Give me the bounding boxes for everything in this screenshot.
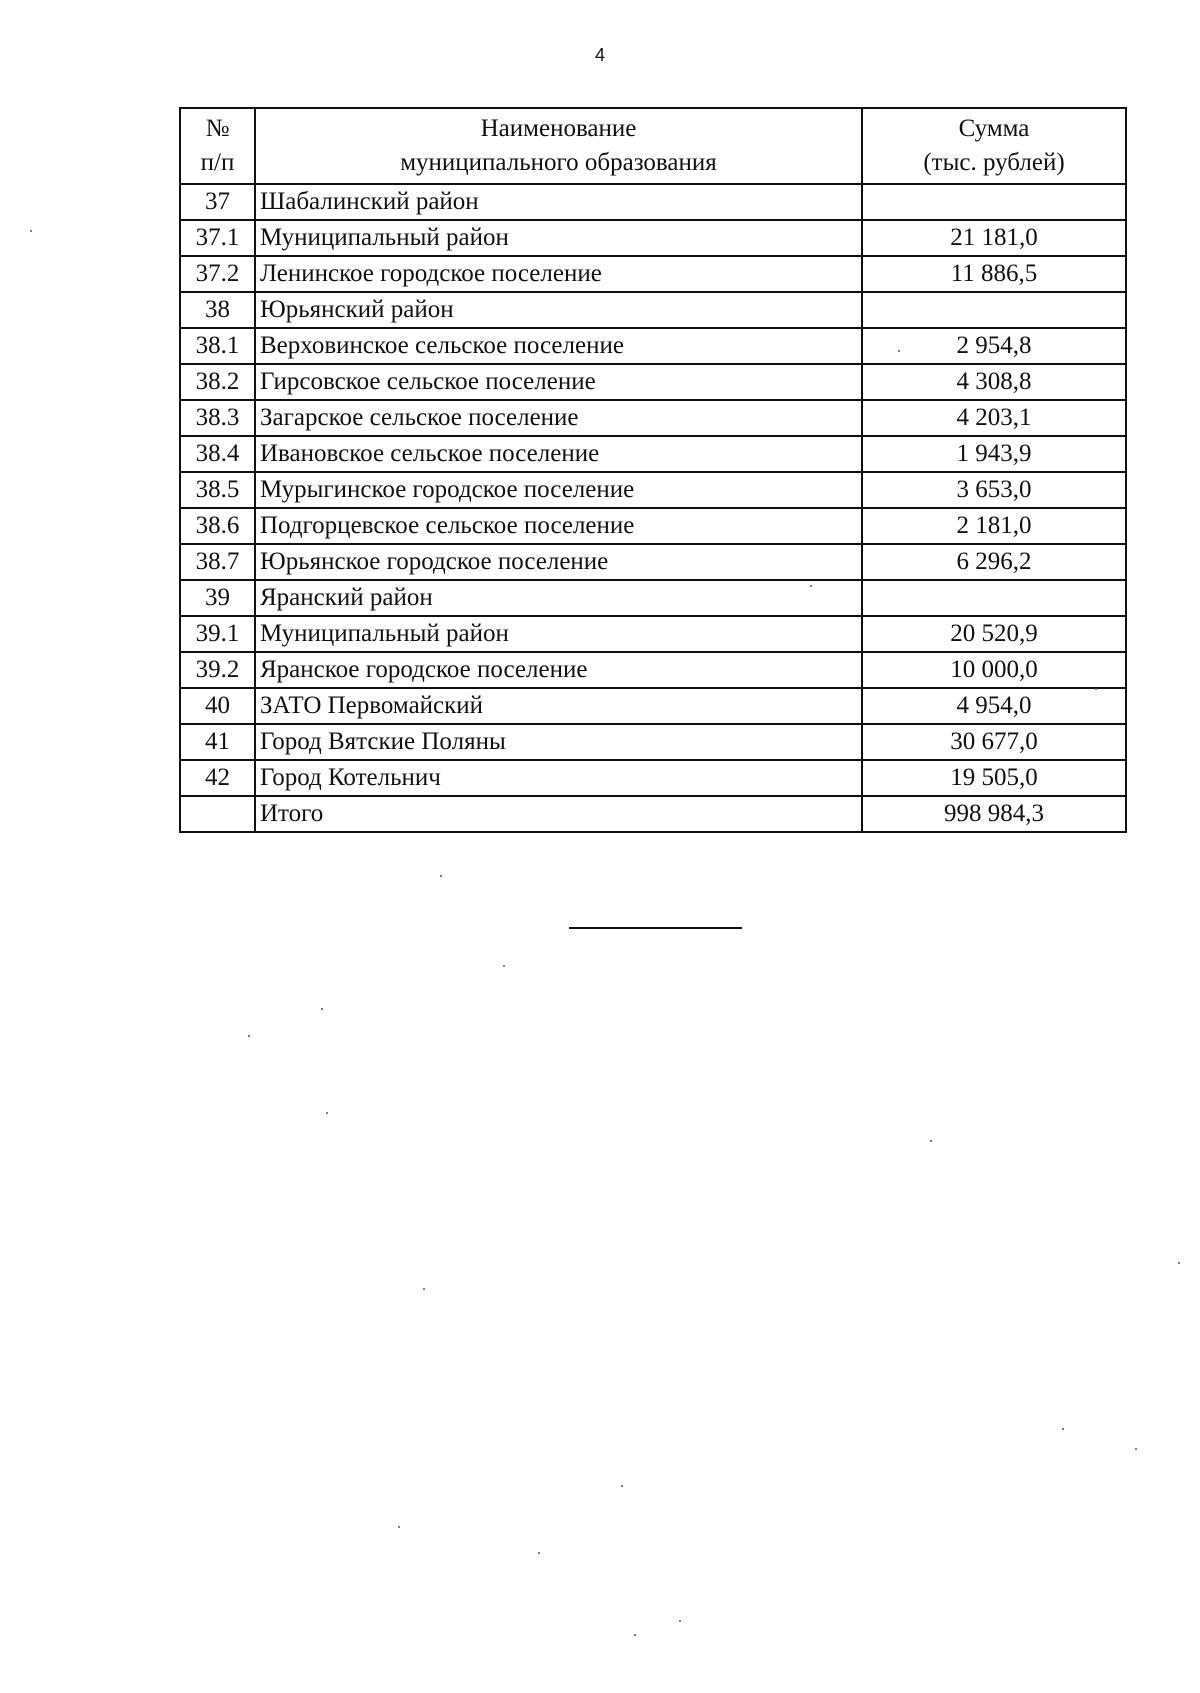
header-name-line1: Наименование [480,115,637,142]
table-row [180,328,1126,364]
row-name: Юрьянский район [255,292,862,328]
table-row [180,400,1126,436]
allocation-table [179,107,1127,833]
page-number: 4 [594,45,605,65]
scan-speck [398,1526,400,1528]
row-name: Город Котельнич [255,760,862,796]
scan-speck [321,1008,323,1010]
row-number: 41 [180,724,255,760]
row-sum: 1 943,9 [862,436,1126,472]
row-sum: 21 181,0 [862,220,1126,256]
row-number: 39 [180,580,255,616]
row-name: Загарское сельское поселение [255,400,862,436]
table-row [180,220,1126,256]
table-row [180,688,1126,724]
row-sum [862,184,1126,220]
row-sum: 30 677,0 [862,724,1126,760]
header-name [255,108,862,184]
row-name: Ивановское сельское поселение [255,436,862,472]
row-name: Верховинское сельское поселение [255,328,862,364]
scan-speck [1178,1262,1180,1264]
row-number: 38.3 [180,400,255,436]
row-name: Город Вятские Поляны [255,724,862,760]
scan-speck [930,1140,932,1142]
row-name: Юрьянское городское поселение [255,544,862,580]
total-sum: 998 984,3 [862,796,1126,832]
row-number: 38.2 [180,364,255,400]
table-row [180,184,1126,220]
total-row [180,796,1126,832]
table-row [180,616,1126,652]
row-sum: 11 886,5 [862,256,1126,292]
scan-speck [1062,1428,1064,1430]
header-row [180,108,1126,184]
header-sum-line2: (тыс. рублей) [923,149,1065,176]
row-number: 38.5 [180,472,255,508]
scan-speck [326,1112,328,1114]
row-name: Мурыгинское городское поселение [255,472,862,508]
row-sum: 2 181,0 [862,508,1126,544]
scan-speck [538,1552,540,1554]
row-name: Гирсовское сельское поселение [255,364,862,400]
row-number: 38.4 [180,436,255,472]
row-name: ЗАТО Первомайский [255,688,862,724]
row-name: Муниципальный район [255,616,862,652]
row-sum [862,292,1126,328]
row-number: 37 [180,184,255,220]
row-number: 37.1 [180,220,255,256]
table-header [180,108,1126,184]
scan-speck [503,965,505,967]
scan-speck [30,230,32,232]
row-number: 38 [180,292,255,328]
table-row [180,652,1126,688]
header-sum-line1: Сумма [958,115,1030,142]
row-sum: 2 954,8 [862,328,1126,364]
scan-speck [1135,1448,1137,1450]
row-number: 39.1 [180,616,255,652]
row-name: Ленинское городское поселение [255,256,862,292]
row-number: 42 [180,760,255,796]
scan-speck [810,585,812,587]
row-sum [862,580,1126,616]
row-number: 38.6 [180,508,255,544]
row-name: Шабалинский район [255,184,862,220]
row-number: 38.7 [180,544,255,580]
row-sum: 4 954,0 [862,688,1126,724]
scan-speck [679,1620,681,1622]
row-number: 39.2 [180,652,255,688]
total-label: Итого [255,796,862,832]
row-number: 37.2 [180,256,255,292]
table-row [180,364,1126,400]
table-row [180,256,1126,292]
header-number-line1: № [205,115,230,142]
row-sum: 3 653,0 [862,472,1126,508]
scan-speck [248,1035,250,1037]
row-sum: 6 296,2 [862,544,1126,580]
total-number [180,796,255,832]
row-sum: 20 520,9 [862,616,1126,652]
row-name: Подгорцевское сельское поселение [255,508,862,544]
row-number: 38.1 [180,328,255,364]
row-name: Яранское городское поселение [255,652,862,688]
table-row [180,760,1126,796]
row-sum: 19 505,0 [862,760,1126,796]
scan-speck [440,875,442,877]
header-name-line2: муниципального образования [400,149,717,176]
table-row [180,472,1126,508]
table-row [180,580,1126,616]
scan-speck [423,1288,425,1290]
table-body [180,184,1126,832]
row-number: 40 [180,688,255,724]
row-sum: 4 203,1 [862,400,1126,436]
table-row [180,544,1126,580]
table-row [180,292,1126,328]
row-sum: 4 308,8 [862,364,1126,400]
scan-speck [634,1634,636,1636]
table-row [180,724,1126,760]
table-row [180,508,1126,544]
table-row [180,436,1126,472]
header-number [180,108,255,184]
row-name: Яранский район [255,580,862,616]
row-name: Муниципальный район [255,220,862,256]
header-sum [862,108,1126,184]
row-sum: 10 000,0 [862,652,1126,688]
header-number-line2: п/п [200,149,235,176]
scan-speck [898,350,900,352]
scan-speck [1095,688,1097,690]
scan-speck [621,1485,623,1487]
end-of-document-line [569,927,742,929]
